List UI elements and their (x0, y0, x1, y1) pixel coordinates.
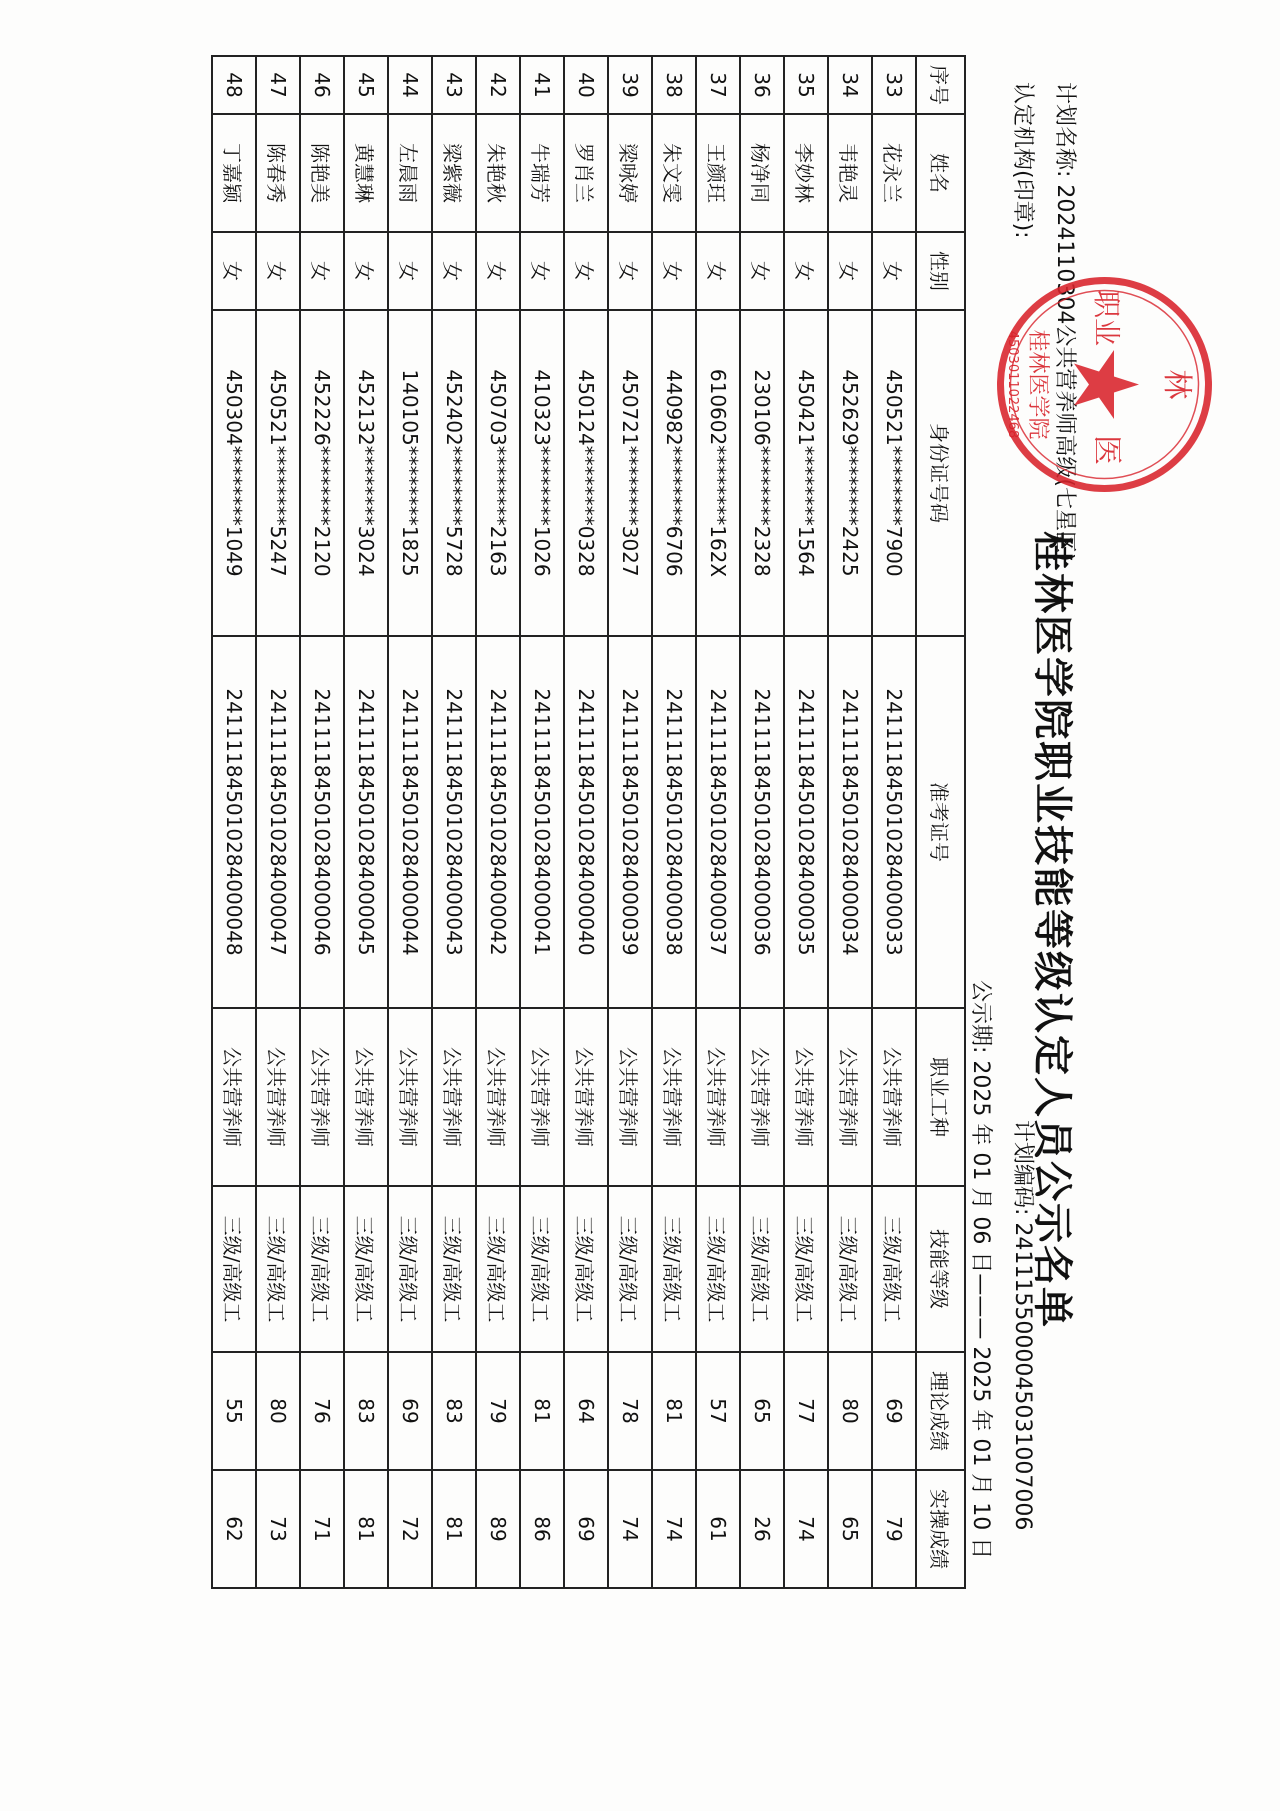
cell-skill-level: 三级/高级工 (300, 1186, 344, 1352)
cell-theory-score: 81 (520, 1352, 564, 1470)
cell-id-number: 140105********1825 (388, 310, 432, 636)
seal-top-text: 林 (1159, 369, 1194, 400)
col-header-id-number: 身份证号码 (916, 310, 965, 636)
cell-gender: 女 (344, 232, 388, 310)
cell-theory-score: 76 (300, 1352, 344, 1470)
cell-occupation: 公共营养师 (696, 1008, 740, 1186)
official-seal (992, 272, 1217, 497)
cell-occupation: 公共营养师 (652, 1008, 696, 1186)
cell-id-number: 440982********6706 (652, 310, 696, 636)
cell-name: 王颜玨 (696, 114, 740, 232)
cell-admission-ticket: 241111845010284000041 (520, 636, 564, 1008)
cell-name: 朱文雯 (652, 114, 696, 232)
cell-id-number: 452629********2425 (828, 310, 872, 636)
cell-id-number: 610602********162X (696, 310, 740, 636)
cell-occupation: 公共营养师 (300, 1008, 344, 1186)
cell-practical-score: 89 (476, 1470, 520, 1588)
table-row (432, 56, 476, 1588)
seal-left-text: 职业 (1090, 289, 1123, 347)
cell-gender: 女 (740, 232, 784, 310)
col-header-skill-level: 技能等级 (916, 1186, 965, 1352)
cell-admission-ticket: 241111845010284000034 (828, 636, 872, 1008)
cell-index: 39 (608, 56, 652, 114)
table-row (300, 56, 344, 1588)
cell-theory-score: 64 (564, 1352, 608, 1470)
cell-name: 牛瑞芳 (520, 114, 564, 232)
cell-admission-ticket: 241111845010284000038 (652, 636, 696, 1008)
cell-practical-score: 74 (608, 1470, 652, 1588)
cell-index: 36 (740, 56, 784, 114)
cell-occupation: 公共营养师 (784, 1008, 828, 1186)
table-row (872, 56, 916, 1588)
cell-name: 花永兰 (872, 114, 916, 232)
cell-id-number: 450703********2163 (476, 310, 520, 636)
cell-practical-score: 26 (740, 1470, 784, 1588)
cell-index: 45 (344, 56, 388, 114)
cell-index: 46 (300, 56, 344, 114)
cell-theory-score: 57 (696, 1352, 740, 1470)
table-row (476, 56, 520, 1588)
cell-index: 44 (388, 56, 432, 114)
col-header-name: 姓名 (916, 114, 965, 232)
table-row (388, 56, 432, 1588)
cell-practical-score: 71 (300, 1470, 344, 1588)
cell-name: 梁咏婷 (608, 114, 652, 232)
cell-gender: 女 (432, 232, 476, 310)
cell-name: 黄慧琳 (344, 114, 388, 232)
cell-admission-ticket: 241111845010284000046 (300, 636, 344, 1008)
cell-practical-score: 65 (828, 1470, 872, 1588)
cell-occupation: 公共营养师 (256, 1008, 300, 1186)
cell-theory-score: 83 (432, 1352, 476, 1470)
table-row (696, 56, 740, 1588)
cell-theory-score: 65 (740, 1352, 784, 1470)
cell-skill-level: 三级/高级工 (608, 1186, 652, 1352)
cell-gender: 女 (520, 232, 564, 310)
cell-id-number: 450521********5247 (256, 310, 300, 636)
cell-index: 41 (520, 56, 564, 114)
cell-admission-ticket: 241111845010284000033 (872, 636, 916, 1008)
cell-name: 陈春秀 (256, 114, 300, 232)
cell-occupation: 公共营养师 (608, 1008, 652, 1186)
document-title: 桂林医学院职业技能等级认定人员公示名单 (1029, 531, 1075, 1329)
cell-skill-level: 三级/高级工 (564, 1186, 608, 1352)
cell-theory-score: 69 (388, 1352, 432, 1470)
cell-theory-score: 80 (828, 1352, 872, 1470)
table-header-row (916, 56, 965, 1588)
cell-skill-level: 三级/高级工 (344, 1186, 388, 1352)
cell-id-number: 452402********5728 (432, 310, 476, 636)
cell-id-number: 450721********3027 (608, 310, 652, 636)
cell-admission-ticket: 241111845010284000047 (256, 636, 300, 1008)
col-header-admission-ticket: 准考证号 (916, 636, 965, 1008)
cell-skill-level: 三级/高级工 (696, 1186, 740, 1352)
cell-index: 42 (476, 56, 520, 114)
cell-theory-score: 79 (476, 1352, 520, 1470)
cell-practical-score: 61 (696, 1470, 740, 1588)
cell-occupation: 公共营养师 (520, 1008, 564, 1186)
table-row (740, 56, 784, 1588)
cell-theory-score: 83 (344, 1352, 388, 1470)
cell-occupation: 公共营养师 (872, 1008, 916, 1186)
cell-name: 李妙林 (784, 114, 828, 232)
cell-index: 34 (828, 56, 872, 114)
col-header-theory-score: 理论成绩 (916, 1352, 965, 1470)
cell-occupation: 公共营养师 (476, 1008, 520, 1186)
plan-name: 计划名称: 2024110304公共营养师高级(七星区) (1052, 82, 1077, 562)
table-row (344, 56, 388, 1588)
cell-theory-score: 78 (608, 1352, 652, 1470)
cell-id-number: 452132********3024 (344, 310, 388, 636)
cell-practical-score: 79 (872, 1470, 916, 1588)
cell-admission-ticket: 241111845010284000048 (212, 636, 256, 1008)
cell-practical-score: 72 (388, 1470, 432, 1588)
cell-gender: 女 (212, 232, 256, 310)
cell-theory-score: 69 (872, 1352, 916, 1470)
cell-index: 48 (212, 56, 256, 114)
cell-id-number: 450521********7900 (872, 310, 916, 636)
cell-admission-ticket: 241111845010284000035 (784, 636, 828, 1008)
cell-practical-score: 73 (256, 1470, 300, 1588)
cell-practical-score: 74 (652, 1470, 696, 1588)
cell-id-number: 450304********1049 (212, 310, 256, 636)
cell-index: 38 (652, 56, 696, 114)
cell-occupation: 公共营养师 (432, 1008, 476, 1186)
col-header-index: 序号 (916, 56, 965, 114)
cell-theory-score: 81 (652, 1352, 696, 1470)
cell-admission-ticket: 241111845010284000039 (608, 636, 652, 1008)
cell-skill-level: 三级/高级工 (212, 1186, 256, 1352)
cell-gender: 女 (872, 232, 916, 310)
col-header-gender: 性别 (916, 232, 965, 310)
table-row (608, 56, 652, 1588)
cell-skill-level: 三级/高级工 (652, 1186, 696, 1352)
cell-gender: 女 (388, 232, 432, 310)
cell-id-number: 452226********2120 (300, 310, 344, 636)
cell-admission-ticket: 241111845010284000045 (344, 636, 388, 1008)
cell-practical-score: 86 (520, 1470, 564, 1588)
cell-theory-score: 55 (212, 1352, 256, 1470)
cell-id-number: 230106********2328 (740, 310, 784, 636)
cell-gender: 女 (608, 232, 652, 310)
cell-practical-score: 74 (784, 1470, 828, 1588)
cell-theory-score: 77 (784, 1352, 828, 1470)
cell-name: 韦艳灵 (828, 114, 872, 232)
cell-practical-score: 62 (212, 1470, 256, 1588)
cell-id-number: 450421********1564 (784, 310, 828, 636)
cell-index: 35 (784, 56, 828, 114)
cell-skill-level: 三级/高级工 (388, 1186, 432, 1352)
cell-skill-level: 三级/高级工 (740, 1186, 784, 1352)
cell-occupation: 公共营养师 (564, 1008, 608, 1186)
cell-skill-level: 三级/高级工 (256, 1186, 300, 1352)
cell-name: 罗肖兰 (564, 114, 608, 232)
cell-skill-level: 三级/高级工 (828, 1186, 872, 1352)
cell-id-number: 450124********0328 (564, 310, 608, 636)
cell-name: 杨净同 (740, 114, 784, 232)
cell-skill-level: 三级/高级工 (476, 1186, 520, 1352)
col-header-occupation: 职业工种 (916, 1008, 965, 1186)
roster-table (211, 55, 966, 1589)
cell-admission-ticket: 241111845010284000043 (432, 636, 476, 1008)
cell-index: 33 (872, 56, 916, 114)
cell-gender: 女 (784, 232, 828, 310)
cell-skill-level: 三级/高级工 (784, 1186, 828, 1352)
cell-gender: 女 (300, 232, 344, 310)
cell-occupation: 公共营养师 (212, 1008, 256, 1186)
table-row (784, 56, 828, 1588)
seal-right-text: 医 (1089, 435, 1124, 465)
cell-admission-ticket: 241111845010284000040 (564, 636, 608, 1008)
cell-name: 左晨雨 (388, 114, 432, 232)
cell-index: 40 (564, 56, 608, 114)
certifying-agency: 认定机构(印章): (1010, 82, 1035, 239)
cell-skill-level: 三级/高级工 (872, 1186, 916, 1352)
cell-occupation: 公共营养师 (388, 1008, 432, 1186)
cell-occupation: 公共营养师 (828, 1008, 872, 1186)
cell-index: 47 (256, 56, 300, 114)
cell-admission-ticket: 241111845010284000044 (388, 636, 432, 1008)
cell-occupation: 公共营养师 (344, 1008, 388, 1186)
cell-gender: 女 (696, 232, 740, 310)
cell-gender: 女 (828, 232, 872, 310)
cell-id-number: 410323********1026 (520, 310, 564, 636)
cell-name: 梁紫薇 (432, 114, 476, 232)
table-row (256, 56, 300, 1588)
seal-code: 4503011022468 (1005, 330, 1020, 439)
cell-admission-ticket: 241111845010284000036 (740, 636, 784, 1008)
cell-gender: 女 (256, 232, 300, 310)
cell-skill-level: 三级/高级工 (520, 1186, 564, 1352)
table-row (212, 56, 256, 1588)
cell-practical-score: 69 (564, 1470, 608, 1588)
cell-practical-score: 81 (344, 1470, 388, 1588)
publicity-period: 公示期: 2025 年 01 月 06 日——— 2025 年 01 月 10 日 (968, 980, 993, 1560)
table-row (652, 56, 696, 1588)
seal-bottom-text: 桂林医学院 (1025, 329, 1050, 440)
cell-skill-level: 三级/高级工 (432, 1186, 476, 1352)
cell-gender: 女 (564, 232, 608, 310)
cell-theory-score: 80 (256, 1352, 300, 1470)
cell-admission-ticket: 241111845010284000037 (696, 636, 740, 1008)
cell-gender: 女 (652, 232, 696, 310)
cell-name: 丁嘉颖 (212, 114, 256, 232)
cell-occupation: 公共营养师 (740, 1008, 784, 1186)
table-row (828, 56, 872, 1588)
cell-name: 陈艳美 (300, 114, 344, 232)
table-row (520, 56, 564, 1588)
cell-index: 37 (696, 56, 740, 114)
table-body (212, 56, 916, 1588)
col-header-practical-score: 实操成绩 (916, 1470, 965, 1588)
cell-name: 朱艳秋 (476, 114, 520, 232)
cell-admission-ticket: 241111845010284000042 (476, 636, 520, 1008)
cell-practical-score: 81 (432, 1470, 476, 1588)
cell-index: 43 (432, 56, 476, 114)
cell-gender: 女 (476, 232, 520, 310)
plan-code: 计划编码: 2411155000045031007006 (1010, 1120, 1035, 1531)
table-row (564, 56, 608, 1588)
